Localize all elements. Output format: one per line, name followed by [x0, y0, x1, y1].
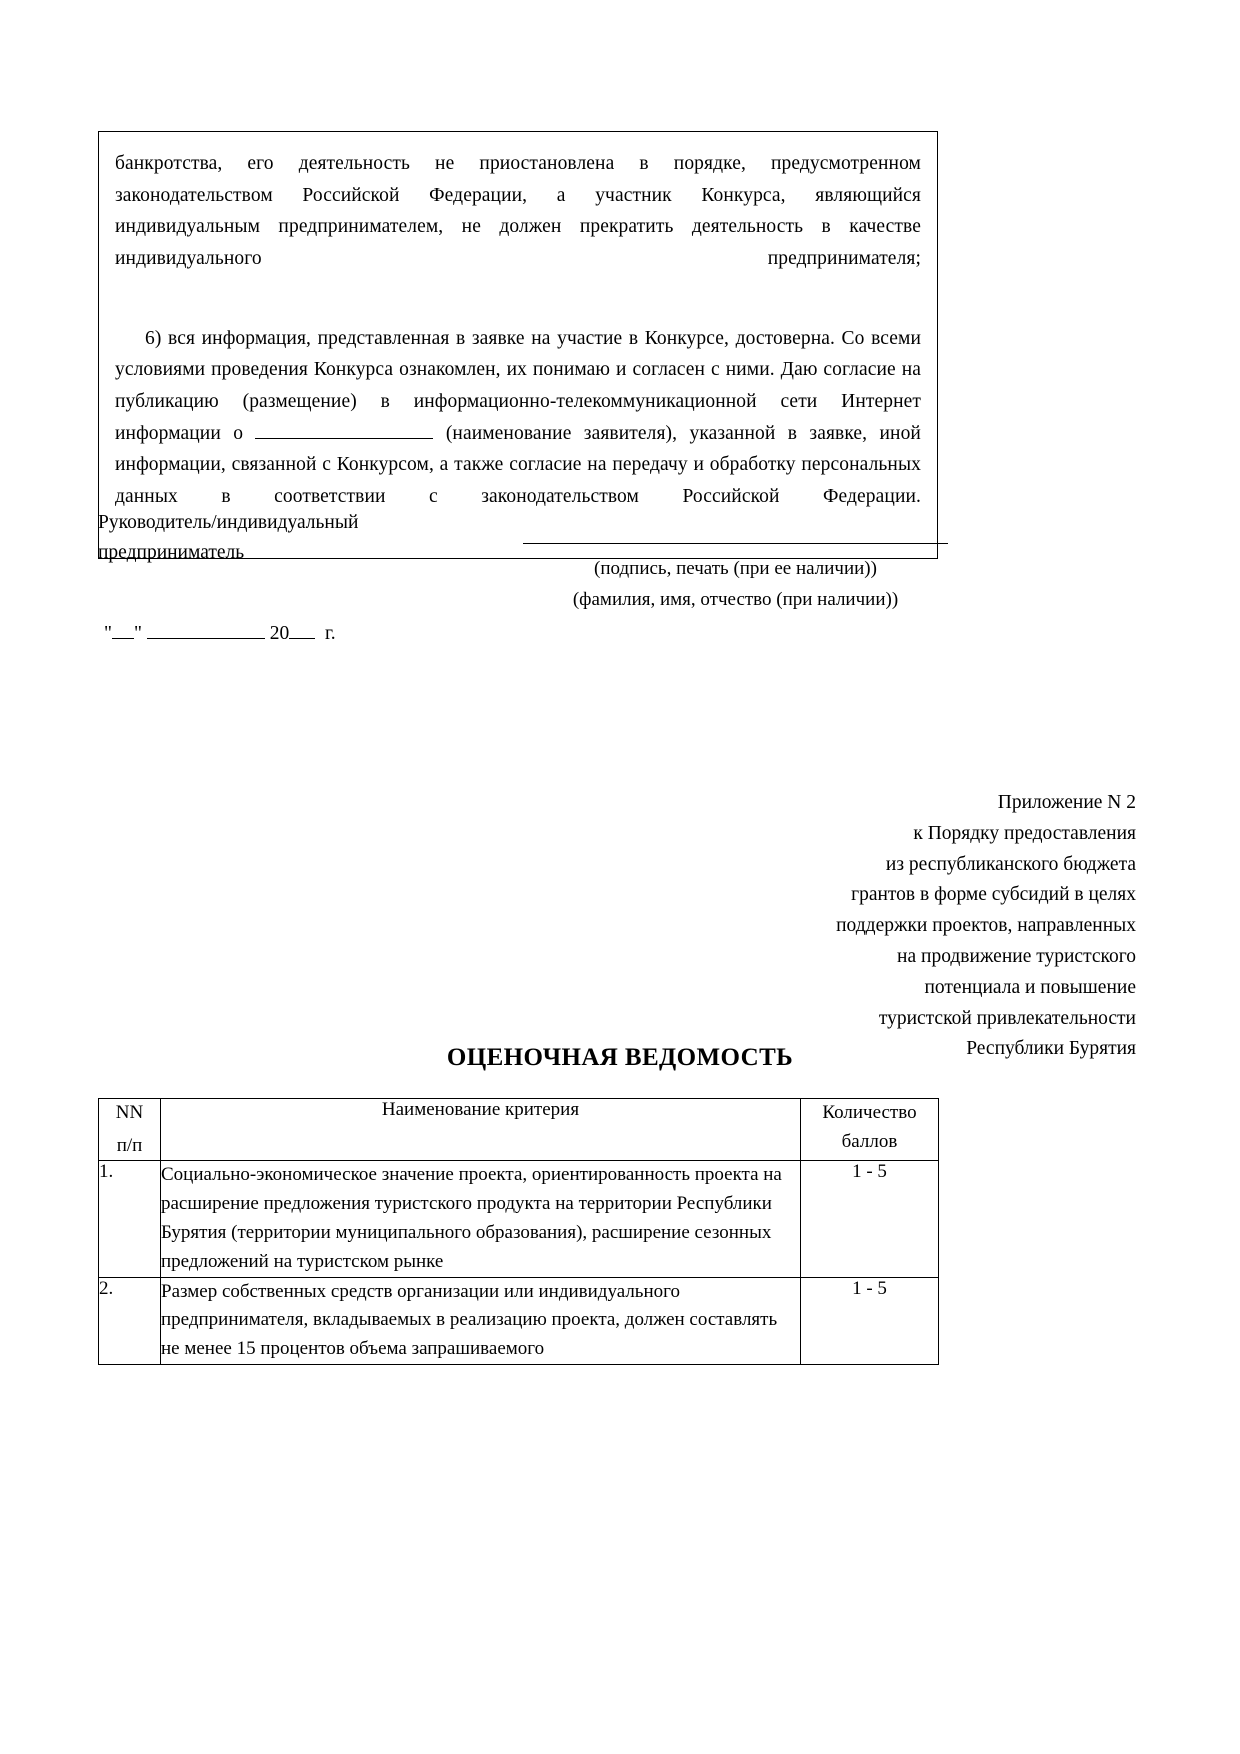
signatory-role: [98, 508, 498, 567]
row-number: 1.: [99, 1161, 161, 1278]
signatory-role-line-2: предприниматель: [98, 541, 245, 563]
consent-paragraph-5-continued: банкротства, его деятельность не приостановлена в порядке, предусмотренном законодательством Российской Федерации, а участник Конкурса, являющийся индивидуальным предпринимателем, не должен прекратить деятельность в качестве индивидуального предпринимателя;: [115, 153, 921, 269]
appendix-line-9: Республики Бурятия: [966, 1038, 1136, 1060]
appendix-line-8: туристской привлекательности: [878, 1007, 1136, 1029]
applicant-name-blank-field[interactable]: [255, 421, 433, 439]
consent-paragraph-6-part1: 6) вся информация, представленная в заявке на участие в Конкурсе, достоверна. Со всеми условиями проведения Конкурса ознакомлен, их понимаю и согласен с ними. Даю согласие на публикацию (размещение) в информационно-телекоммуникационной сети Интернет информации о: [115, 327, 921, 444]
column-header-number: [99, 1099, 161, 1161]
row-criterion: Социально-экономическое значение проекта, ориентированность проекта на расширение предложения туристского продукта на территории Республики Бурятия (территории муниципального образования), расширение сезонных предложений на туристском рынке: [161, 1161, 801, 1278]
table-row: [99, 1161, 939, 1278]
consent-statement-box: [98, 131, 938, 559]
appendix-line-1: Приложение N 2: [997, 792, 1136, 813]
appendix-line-2: к Порядку предоставления: [913, 822, 1136, 844]
row-criterion: Размер собственных средств организации или индивидуального предпринимателя, вкладываемых в реализацию проекта, должен составлять не менее 15 процентов объема запрашиваемого: [161, 1277, 801, 1365]
page-title: ОЦЕНОЧНАЯ ВЕДОМОСТЬ: [446, 1044, 794, 1071]
row-number: 2.: [99, 1277, 161, 1365]
date-quote-close: ": [133, 622, 142, 644]
row-score: 1 - 5: [801, 1277, 939, 1365]
row-score: 1 - 5: [801, 1161, 939, 1278]
appendix-line-6: на продвижение туристского: [897, 945, 1136, 967]
appendix-line-3: из республиканского бюджета: [885, 853, 1136, 875]
table-header-row: [99, 1099, 939, 1161]
appendix-line-5: поддержки проектов, направленных: [836, 915, 1136, 937]
column-header-criterion: Наименование критерия: [161, 1099, 801, 1161]
date-year-prefix: 20: [269, 622, 290, 644]
column-header-number-line-1: NN: [115, 1102, 144, 1123]
date-day-blank[interactable]: [112, 622, 134, 639]
column-header-score-line-1: Количество: [822, 1102, 917, 1123]
date-month-blank[interactable]: [147, 622, 265, 639]
column-header-score-line-2: баллов: [841, 1130, 898, 1152]
column-header-score: [801, 1099, 939, 1161]
date-year-blank[interactable]: [289, 622, 315, 639]
date-quote-open: ": [104, 622, 112, 644]
consent-paragraph-6-part2: (наименование заявителя), указанной в заявке, иной информации, связанной с Конкурсом, а также согласие на передачу и обработку персональных данных в соответствии с законодательством Российской Федерации.: [115, 422, 921, 507]
date-line: [104, 622, 336, 645]
column-header-number-line-2: п/п: [116, 1134, 143, 1156]
signature-caption-line-1: (подпись, печать (при ее наличии)): [594, 558, 877, 579]
signature-rule[interactable]: [523, 543, 948, 544]
signatory-role-line-1: Руководитель/индивидуальный: [98, 512, 359, 533]
appendix-caption: [706, 788, 1136, 1065]
criteria-table: [98, 1098, 939, 1365]
appendix-line-7: потенциала и повышение: [924, 976, 1136, 998]
table-row: [99, 1277, 939, 1365]
signature-caption: [523, 554, 948, 616]
appendix-line-4: грантов в форме субсидий в целях: [851, 884, 1136, 906]
date-year-suffix: г.: [324, 622, 336, 644]
signature-caption-line-2: (фамилия, имя, отчество (при наличии)): [572, 588, 899, 610]
